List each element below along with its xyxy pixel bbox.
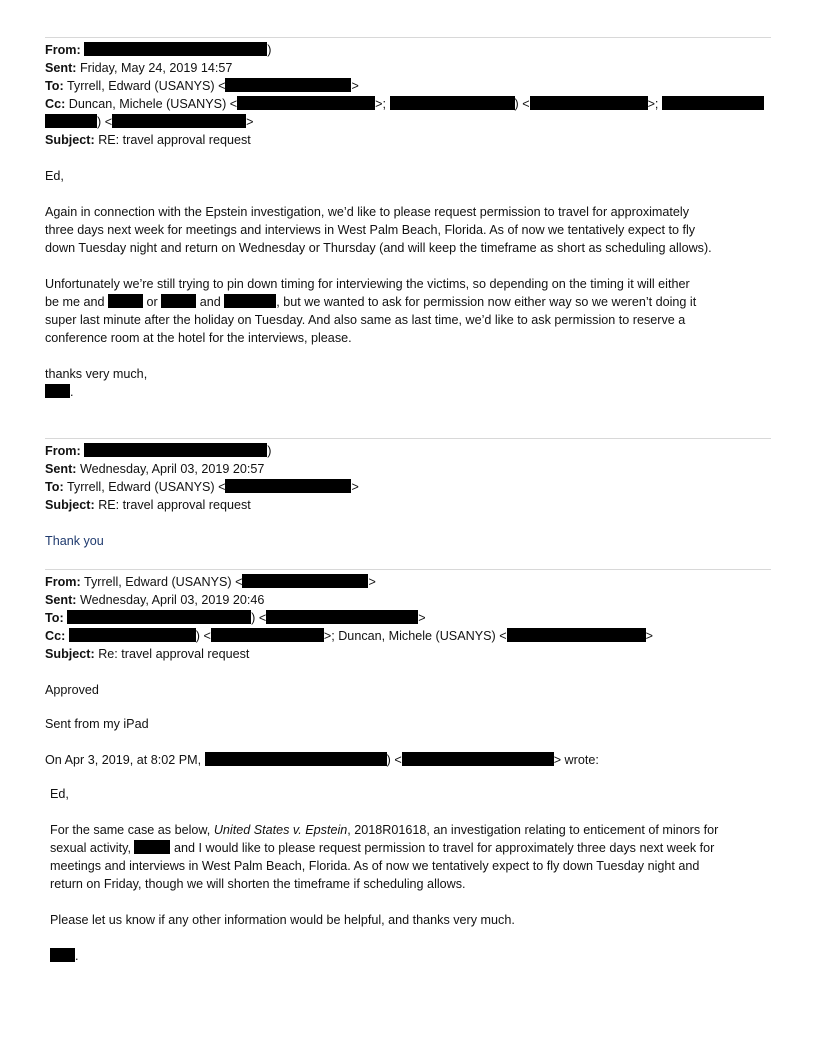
quote-greeting: Ed,	[50, 787, 69, 801]
redaction	[242, 574, 368, 588]
quote-signoff: .	[50, 947, 79, 965]
to-value: Tyrrell, Edward (USANYS) <	[66, 480, 226, 494]
cc-label: Cc:	[45, 629, 66, 643]
sent-label: Sent:	[45, 61, 77, 75]
quote-body-line	[50, 821, 718, 839]
email1-body-line: conference room at the hotel for the interviews, please.	[45, 331, 352, 345]
email1-body-line: Again in connection with the Epstein investigation, we’d like to please request permission to travel for approximately	[45, 205, 690, 219]
email3-approved: Approved	[45, 683, 99, 697]
email2-from-line: From: )	[45, 444, 272, 458]
from-label: From:	[45, 43, 81, 57]
email1-sent-line	[45, 59, 232, 77]
quote-intro-line: On Apr 3, 2019, at 8:02 PM, ) < > wrote:	[45, 753, 599, 767]
email1-body-line: Unfortunately we’re still trying to pin down timing for interviewing the victims, so depending on the timing it will either	[45, 277, 690, 291]
email1-body-line: super last minute after the holiday on Tuesday. And also same as last time, we’d like to ask permission to reserve a	[45, 313, 686, 327]
email3-sent-line	[45, 591, 264, 609]
email1-from-line: From: )	[45, 43, 272, 57]
sent-label: Sent:	[45, 593, 77, 607]
to-label: To:	[45, 480, 64, 494]
redaction	[108, 294, 143, 308]
redaction	[84, 443, 267, 457]
text-fragment: sexual activity,	[50, 841, 131, 855]
email3-cc-line: Cc: ) < >; Duncan, Michele (USANYS) < >	[45, 629, 653, 643]
email1-cc-line: Cc: Duncan, Michele (USANYS) < >; ) < >;	[45, 95, 764, 113]
email1-body-line	[45, 293, 696, 311]
email2-sent-line	[45, 460, 264, 478]
email1-body-line: three days next week for meetings and interviews in West Palm Beach, Florida. As of now we tentatively expect to fly	[45, 223, 696, 237]
cc-label: Cc:	[45, 97, 66, 111]
subject-label: Subject:	[45, 133, 95, 147]
from-value: Tyrrell, Edward (USANYS) <	[83, 575, 243, 589]
redaction	[402, 752, 554, 766]
redaction	[225, 479, 351, 493]
subject-label: Subject:	[45, 647, 95, 661]
case-name: United States v. Epstein	[213, 823, 348, 837]
text-fragment: and	[199, 295, 221, 309]
redaction	[84, 42, 267, 56]
email1-subject-line	[45, 131, 251, 149]
redaction	[45, 384, 70, 398]
sent-value: Friday, May 24, 2019 14:57	[79, 61, 233, 75]
text-fragment: or	[146, 295, 158, 309]
email2-body: Thank you	[45, 534, 104, 548]
redaction	[69, 628, 196, 642]
redaction	[507, 628, 646, 642]
email3-to-line: To: ) < >	[45, 611, 426, 625]
quote-body-line: meetings and interviews in West Palm Beach, Florida. As of now we tentatively expect to fly down Tuesday night and	[50, 859, 700, 873]
redaction	[237, 96, 375, 110]
email-divider	[45, 569, 771, 570]
quote-body-line	[50, 839, 714, 857]
quote-body-line: return on Friday, though we will shorten the timeframe if scheduling allows.	[50, 877, 466, 891]
text-fragment: , 2018R01618, an investigation relating to enticement of minors for	[347, 823, 719, 837]
cc-value: ; Duncan, Michele (USANYS) <	[331, 629, 507, 643]
redaction	[225, 78, 351, 92]
redaction	[50, 948, 75, 962]
to-label: To:	[45, 611, 64, 625]
redaction	[662, 96, 764, 110]
email1-body-line: down Tuesday night and return on Wednesday or Thursday (and will keep the timeframe as short as scheduling allows).	[45, 241, 712, 255]
redaction	[224, 294, 276, 308]
email3-from-line: From: Tyrrell, Edward (USANYS) < >	[45, 575, 376, 589]
email2-to-line: To: Tyrrell, Edward (USANYS) < >	[45, 480, 359, 494]
redaction	[390, 96, 515, 110]
sent-value: Wednesday, April 03, 2019 20:57	[79, 462, 265, 476]
redaction	[112, 114, 246, 128]
text-fragment: be me and	[45, 295, 105, 309]
redaction	[67, 610, 251, 624]
subject-value: RE: travel approval request	[98, 498, 251, 512]
email1-greeting: Ed,	[45, 169, 64, 183]
email1-closing: thanks very much,	[45, 367, 148, 381]
text-fragment: On Apr 3, 2019, at 8:02 PM,	[45, 753, 202, 767]
to-value: Tyrrell, Edward (USANYS) <	[66, 79, 226, 93]
redaction	[134, 840, 170, 854]
email3-subject-line	[45, 645, 249, 663]
text-fragment: , but we wanted to ask for permission now either way so we weren’t doing it	[276, 295, 697, 309]
text-fragment: > wrote:	[553, 753, 599, 767]
email1-to-line: To: Tyrrell, Edward (USANYS) < >	[45, 79, 359, 93]
text-fragment: and I would like to please request permission to travel for approximately three days next week for	[173, 841, 715, 855]
redaction	[211, 628, 324, 642]
subject-label: Subject:	[45, 498, 95, 512]
email1-cc-line-2: ) < >	[45, 113, 253, 131]
cc-value: Duncan, Michele (USANYS) <	[68, 97, 238, 111]
sent-value: Wednesday, April 03, 2019 20:46	[79, 593, 265, 607]
email-divider	[45, 438, 771, 439]
email3-signature: Sent from my iPad	[45, 717, 149, 731]
from-label: From:	[45, 444, 81, 458]
subject-value: RE: travel approval request	[98, 133, 251, 147]
subject-value: Re: travel approval request	[98, 647, 250, 661]
redaction	[266, 610, 418, 624]
email-divider	[45, 37, 771, 38]
redaction	[161, 294, 196, 308]
redaction	[530, 96, 648, 110]
redaction	[45, 114, 97, 128]
email1-signoff: .	[45, 383, 74, 401]
email2-subject-line	[45, 496, 251, 514]
to-label: To:	[45, 79, 64, 93]
sent-label: Sent:	[45, 462, 77, 476]
quote-body-line: Please let us know if any other information would be helpful, and thanks very much.	[50, 913, 515, 927]
redaction	[205, 752, 387, 766]
from-label: From:	[45, 575, 81, 589]
text-fragment: For the same case as below,	[50, 823, 211, 837]
